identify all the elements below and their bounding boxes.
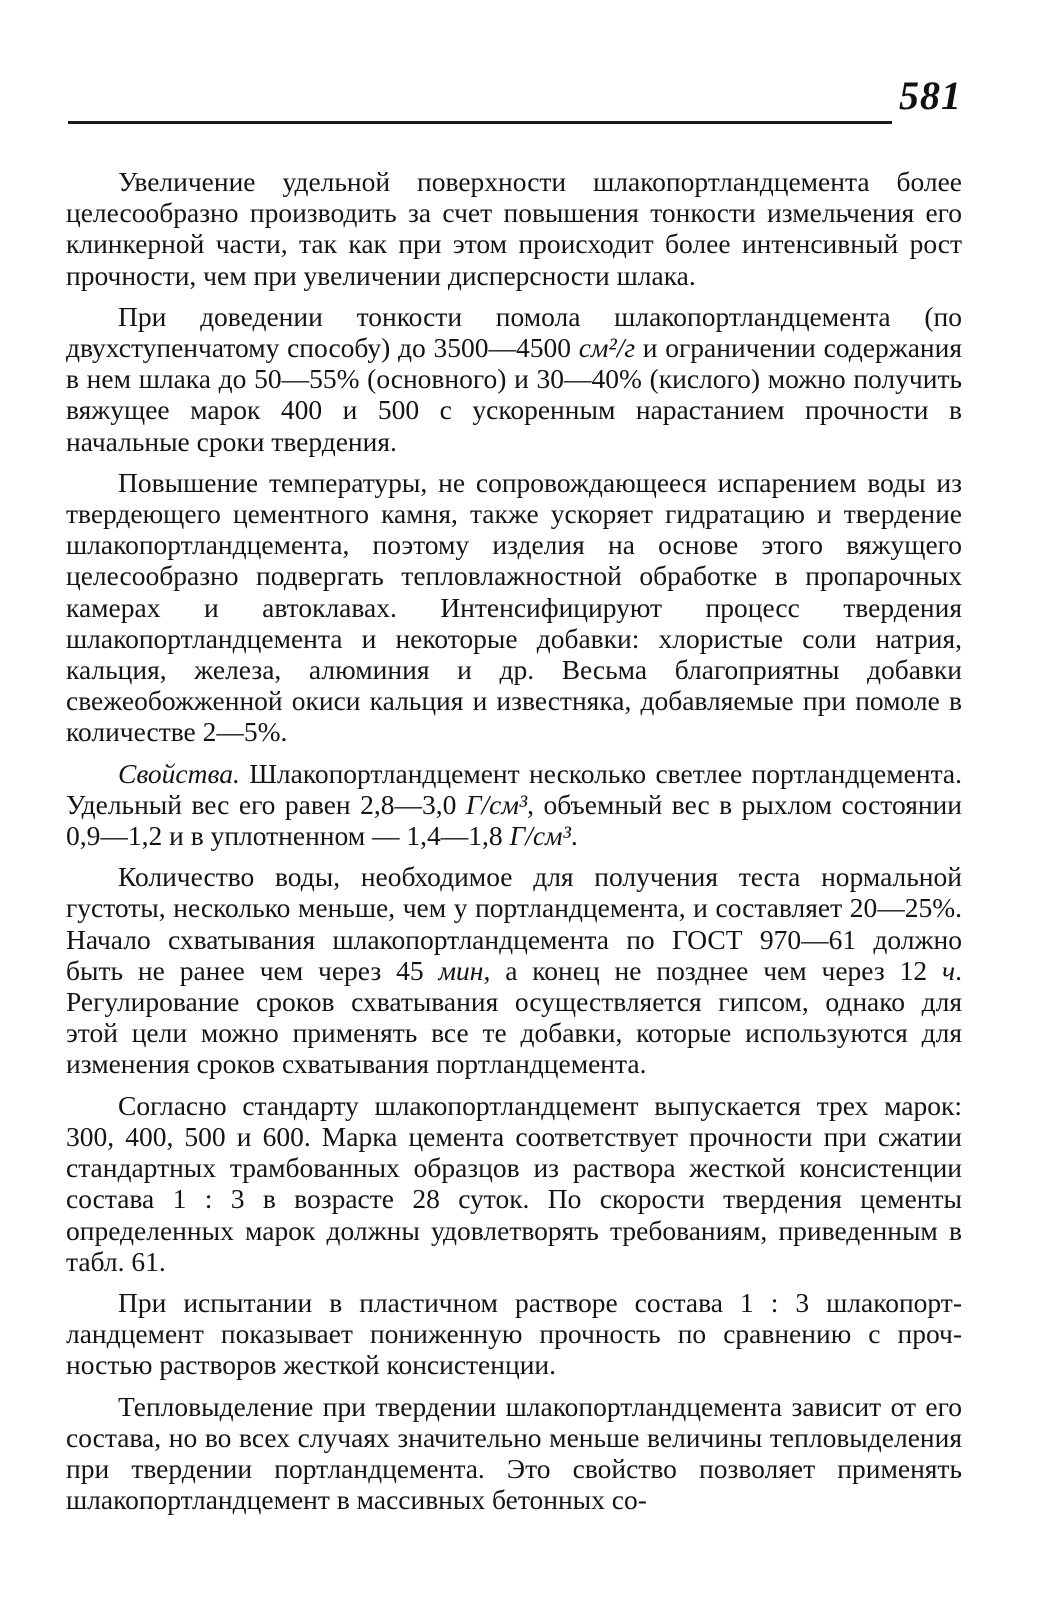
paragraph-text: Шлакопортландцемент несколько светлее портландцемента. Удельный вес его равен 2,8—3,0 [66,757,962,820]
paragraph-plastic-mortar [66,1287,962,1381]
paragraph-text: . Регулирование сроков схватывания осуществляется гипсом, однако для этой цели можно применять все те добавки, которые используются для изменения сроков схватывания портландцемента. [66,954,962,1080]
paragraph-text: , а конец не позднее чем через 12 [483,954,942,986]
paragraph-text: Согласно стандарту шлакопортландцемент выпускается трех марок: 300, 400, 500 и 600. Марка цемента соответствует прочности при сжатии стандартных трамбованных образцов из раствора жесткой консистенции состава 1 : 3 в возрасте 28 суток. По скорости твердения цементы определенных марок должны удовлетворять требованиям, приведенным в табл. 61. [66,1089,962,1277]
body-text [66,166,962,1515]
unit-text: см²/г [578,332,636,364]
paragraph-text: Увеличение удельной поверхности шлакопортландцемента более целесообразно производить за счет повышения тонкости измельчения его клинкерной части, так как при этом происходит более интенсивный рост прочности, чем при увеличении дисперсности шлака. [66,166,962,291]
paragraph-water-setting [66,861,962,1079]
paragraph-heat-release [66,1391,962,1516]
header-rule [68,121,892,124]
paragraph-grinding-fineness [66,301,962,457]
paragraph-text: При доведении тонкости помола шлакопортландцемента (по двухступенчатому способу) до 3500—4500 [66,300,962,364]
paragraph-properties [66,758,962,852]
paragraph-text: Количество воды, необходимое для получения теста нормальной густоты, несколько меньше, чем у портландцемента, и составляет 20—25%. Начало схватывания шлакопортландцемента по ГОСТ 970—61 должно быть не ранее чем через 45 [66,861,962,986]
paragraph-standard-grades [66,1090,962,1277]
paragraph-text: При испытании в пластичном растворе состава 1 : 3 шлакопортландцемент показывает пониженную прочность по сравнению с прочностью растворов жесткой консистенции. [66,1286,962,1381]
paragraph-text: Повышение температуры, не сопровождающееся испарением воды из твердеющего цементного камня, также ускоряет гидратацию и твердение шлакопортландцемента, поэтому изделия на основе этого вяжущего целесообразно подвергать тепловлажностной обработке в пропарочных камерах и автоклавах. Интенсифицируют процесс твердения шлакопортландцемента и некоторые добавки: хлористые соли натрия, кальция, железа, алюминия и др. Весьма благоприятны добавки свежеобожженной окиси кальция и известняка, добавляемые при помоле в количестве 2—5%. [66,466,962,748]
paragraph-text: Тепловыделение при твердении шлакопортландцемента зависит от его состава, но во всех случаях значительно меньше величины тепловыделения при твердении портландцемента. Это свойство позволяет применять шлакопортландцемент в массивных бетонных со- [66,1390,962,1516]
page-number: 581 [899,73,962,118]
unit-text: мин [438,954,484,986]
unit-text: Г/см³ [509,820,571,852]
paragraph-text: и ограничении содержания в нем шлака до 50—55% (основного) и 30—40% (кислого) можно получить вяжущее марок 400 и 500 с ускоренным нарастанием прочности в начальные сроки твердения. [66,332,962,457]
section-run-in-heading: Свойства. [118,757,240,789]
paragraph-specific-surface [66,166,962,291]
paragraph-text: . [570,820,578,852]
paragraph-temperature [66,467,962,748]
unit-text: ч [942,954,956,986]
paragraph-text: , объемный вес в рыхлом состоянии 0,9—1,2 и в уплотненном — 1,4—1,8 [66,788,962,852]
unit-text: Г/см³ [465,788,528,820]
